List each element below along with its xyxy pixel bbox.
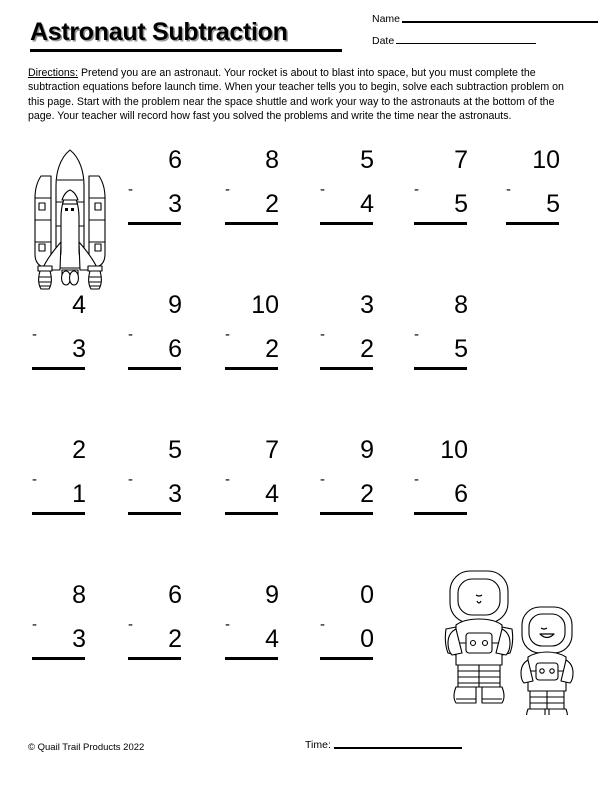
problem-cell	[215, 148, 311, 268]
subtrahend-row	[318, 468, 392, 510]
problem-row	[0, 293, 612, 438]
subtraction-problem	[223, 148, 297, 225]
subtraction-problem	[318, 583, 392, 660]
subtrahend: 2	[360, 480, 374, 508]
minus-sign-icon: -	[32, 471, 37, 488]
minus-sign-icon: -	[414, 471, 419, 488]
minuend: 8	[454, 291, 468, 319]
answer-line[interactable]	[128, 222, 181, 225]
subtrahend-row	[126, 613, 200, 655]
minus-sign-icon: -	[128, 181, 133, 198]
directions-block	[28, 66, 570, 123]
subtrahend-row	[412, 323, 486, 365]
subtrahend-row	[412, 468, 486, 510]
subtrahend-row	[412, 178, 486, 220]
minuend: 7	[454, 146, 468, 174]
problem-cell	[215, 293, 311, 413]
problem-cell	[310, 293, 406, 413]
subtrahend: 5	[454, 335, 468, 363]
minuend: 9	[168, 291, 182, 319]
subtrahend: 3	[72, 625, 86, 653]
subtrahend-row	[223, 613, 297, 655]
subtrahend: 2	[265, 335, 279, 363]
worksheet-header	[0, 0, 612, 62]
minus-sign-icon: -	[128, 326, 133, 343]
name-field-row	[372, 14, 607, 25]
answer-line[interactable]	[32, 657, 85, 660]
date-label: Date	[372, 34, 395, 47]
problem-cell	[215, 438, 311, 558]
subtraction-problem	[223, 293, 297, 370]
minus-sign-icon: -	[320, 181, 325, 198]
time-label: Time:	[305, 739, 331, 751]
subtrahend-row	[223, 323, 297, 365]
answer-line[interactable]	[320, 367, 373, 370]
subtraction-problem	[30, 293, 104, 370]
minuend: 4	[72, 291, 86, 319]
minuend: 5	[360, 146, 374, 174]
copyright-text: © Quail Trail Products 2022	[28, 742, 145, 753]
answer-line[interactable]	[225, 657, 278, 660]
subtrahend: 0	[360, 625, 374, 653]
subtrahend: 3	[72, 335, 86, 363]
minus-sign-icon: -	[225, 471, 230, 488]
minus-sign-icon: -	[225, 181, 230, 198]
minuend: 7	[265, 436, 279, 464]
problem-cell	[310, 148, 406, 268]
minus-sign-icon: -	[320, 616, 325, 633]
answer-line[interactable]	[128, 657, 181, 660]
subtraction-problem	[126, 438, 200, 515]
directions-text: Pretend you are an astronaut. Your rocket is about to blast into space, but you must complete the subtraction equations before launch time. When your teacher tells you to begin, solve each subtraction problem on this page. Start with the problem near the space shuttle and work your way to the astronauts at the bottom of the page. Your teacher will record how fast you solved the problems and write the time near the astronauts.	[28, 67, 564, 122]
subtrahend-row	[30, 613, 104, 655]
answer-line[interactable]	[225, 512, 278, 515]
subtrahend: 3	[168, 190, 182, 218]
subtraction-problem	[30, 438, 104, 515]
minuend: 0	[360, 581, 374, 609]
subtraction-problem	[318, 148, 392, 225]
subtrahend: 2	[168, 625, 182, 653]
subtrahend: 4	[265, 625, 279, 653]
minus-sign-icon: -	[32, 326, 37, 343]
subtrahend-row	[318, 178, 392, 220]
subtrahend-row	[126, 178, 200, 220]
astronauts-icon	[440, 555, 600, 720]
answer-line[interactable]	[414, 222, 467, 225]
answer-line[interactable]	[225, 222, 278, 225]
problem-cell	[496, 148, 592, 268]
minuend: 8	[265, 146, 279, 174]
name-date-block	[372, 14, 607, 57]
answer-line[interactable]	[128, 367, 181, 370]
problem-cell	[404, 293, 500, 413]
subtraction-problem	[318, 438, 392, 515]
subtrahend: 1	[72, 480, 86, 508]
answer-line[interactable]	[32, 512, 85, 515]
minus-sign-icon: -	[414, 326, 419, 343]
subtrahend-row	[223, 468, 297, 510]
minus-sign-icon: -	[320, 326, 325, 343]
problem-grid	[0, 148, 612, 728]
problem-cell	[215, 583, 311, 703]
subtraction-problem	[504, 148, 578, 225]
minus-sign-icon: -	[128, 471, 133, 488]
problem-row	[0, 148, 612, 293]
subtrahend-row	[126, 323, 200, 365]
subtraction-problem	[318, 293, 392, 370]
answer-line[interactable]	[506, 222, 559, 225]
problem-cell	[310, 438, 406, 558]
problem-cell	[404, 438, 500, 558]
minuend: 9	[360, 436, 374, 464]
subtraction-problem	[412, 438, 486, 515]
subtraction-problem	[126, 293, 200, 370]
minuend: 6	[168, 581, 182, 609]
subtrahend: 3	[168, 480, 182, 508]
problem-cell	[22, 438, 118, 558]
problem-cell	[310, 583, 406, 703]
time-input-line[interactable]	[334, 747, 462, 748]
problem-cell	[118, 148, 214, 268]
answer-line[interactable]	[320, 222, 373, 225]
answer-line[interactable]	[414, 512, 467, 515]
minus-sign-icon: -	[414, 181, 419, 198]
problem-cell	[118, 583, 214, 703]
minus-sign-icon: -	[320, 471, 325, 488]
subtrahend-row	[30, 323, 104, 365]
subtraction-problem	[223, 438, 297, 515]
title-underline	[30, 49, 342, 52]
subtrahend: 5	[546, 190, 560, 218]
minuend: 9	[265, 581, 279, 609]
minus-sign-icon: -	[32, 616, 37, 633]
subtrahend-row	[30, 468, 104, 510]
subtrahend-row	[223, 178, 297, 220]
minuend: 10	[251, 291, 279, 319]
date-input-line[interactable]	[396, 43, 536, 44]
subtrahend: 2	[360, 335, 374, 363]
problem-cell	[118, 438, 214, 558]
subtraction-problem	[126, 148, 200, 225]
worksheet-footer	[0, 738, 612, 768]
space-shuttle-icon	[24, 146, 116, 299]
subtrahend-row	[504, 178, 578, 220]
name-label: Name	[372, 13, 401, 25]
subtraction-problem	[412, 148, 486, 225]
subtraction-problem	[30, 583, 104, 660]
subtrahend-row	[318, 613, 392, 655]
subtrahend: 6	[168, 335, 182, 363]
minuend: 3	[360, 291, 374, 319]
answer-line[interactable]	[414, 367, 467, 370]
date-field-row	[372, 36, 607, 47]
subtrahend-row	[318, 323, 392, 365]
page-title: Astronaut Subtraction	[30, 18, 288, 46]
minus-sign-icon: -	[225, 616, 230, 633]
answer-line[interactable]	[128, 512, 181, 515]
problem-cell	[118, 293, 214, 413]
minuend: 10	[440, 436, 468, 464]
answer-line[interactable]	[320, 512, 373, 515]
minuend: 10	[532, 146, 560, 174]
problem-cell	[404, 148, 500, 268]
time-field-row	[305, 740, 462, 751]
directions-label: Directions:	[28, 67, 79, 79]
problem-cell	[22, 293, 118, 413]
minus-sign-icon: -	[506, 181, 511, 198]
subtraction-problem	[412, 293, 486, 370]
subtrahend: 5	[454, 190, 468, 218]
minuend: 5	[168, 436, 182, 464]
minuend: 2	[72, 436, 86, 464]
subtrahend: 4	[360, 190, 374, 218]
subtrahend: 6	[454, 480, 468, 508]
minus-sign-icon: -	[225, 326, 230, 343]
minuend: 6	[168, 146, 182, 174]
subtraction-problem	[223, 583, 297, 660]
problem-cell	[22, 583, 118, 703]
subtrahend: 2	[265, 190, 279, 218]
subtrahend-row	[126, 468, 200, 510]
answer-line[interactable]	[320, 657, 373, 660]
problem-row	[0, 583, 612, 728]
minus-sign-icon: -	[128, 616, 133, 633]
subtrahend: 4	[265, 480, 279, 508]
minuend: 8	[72, 581, 86, 609]
subtraction-problem	[126, 583, 200, 660]
answer-line[interactable]	[225, 367, 278, 370]
answer-line[interactable]	[32, 367, 85, 370]
name-input-line[interactable]	[402, 21, 598, 22]
